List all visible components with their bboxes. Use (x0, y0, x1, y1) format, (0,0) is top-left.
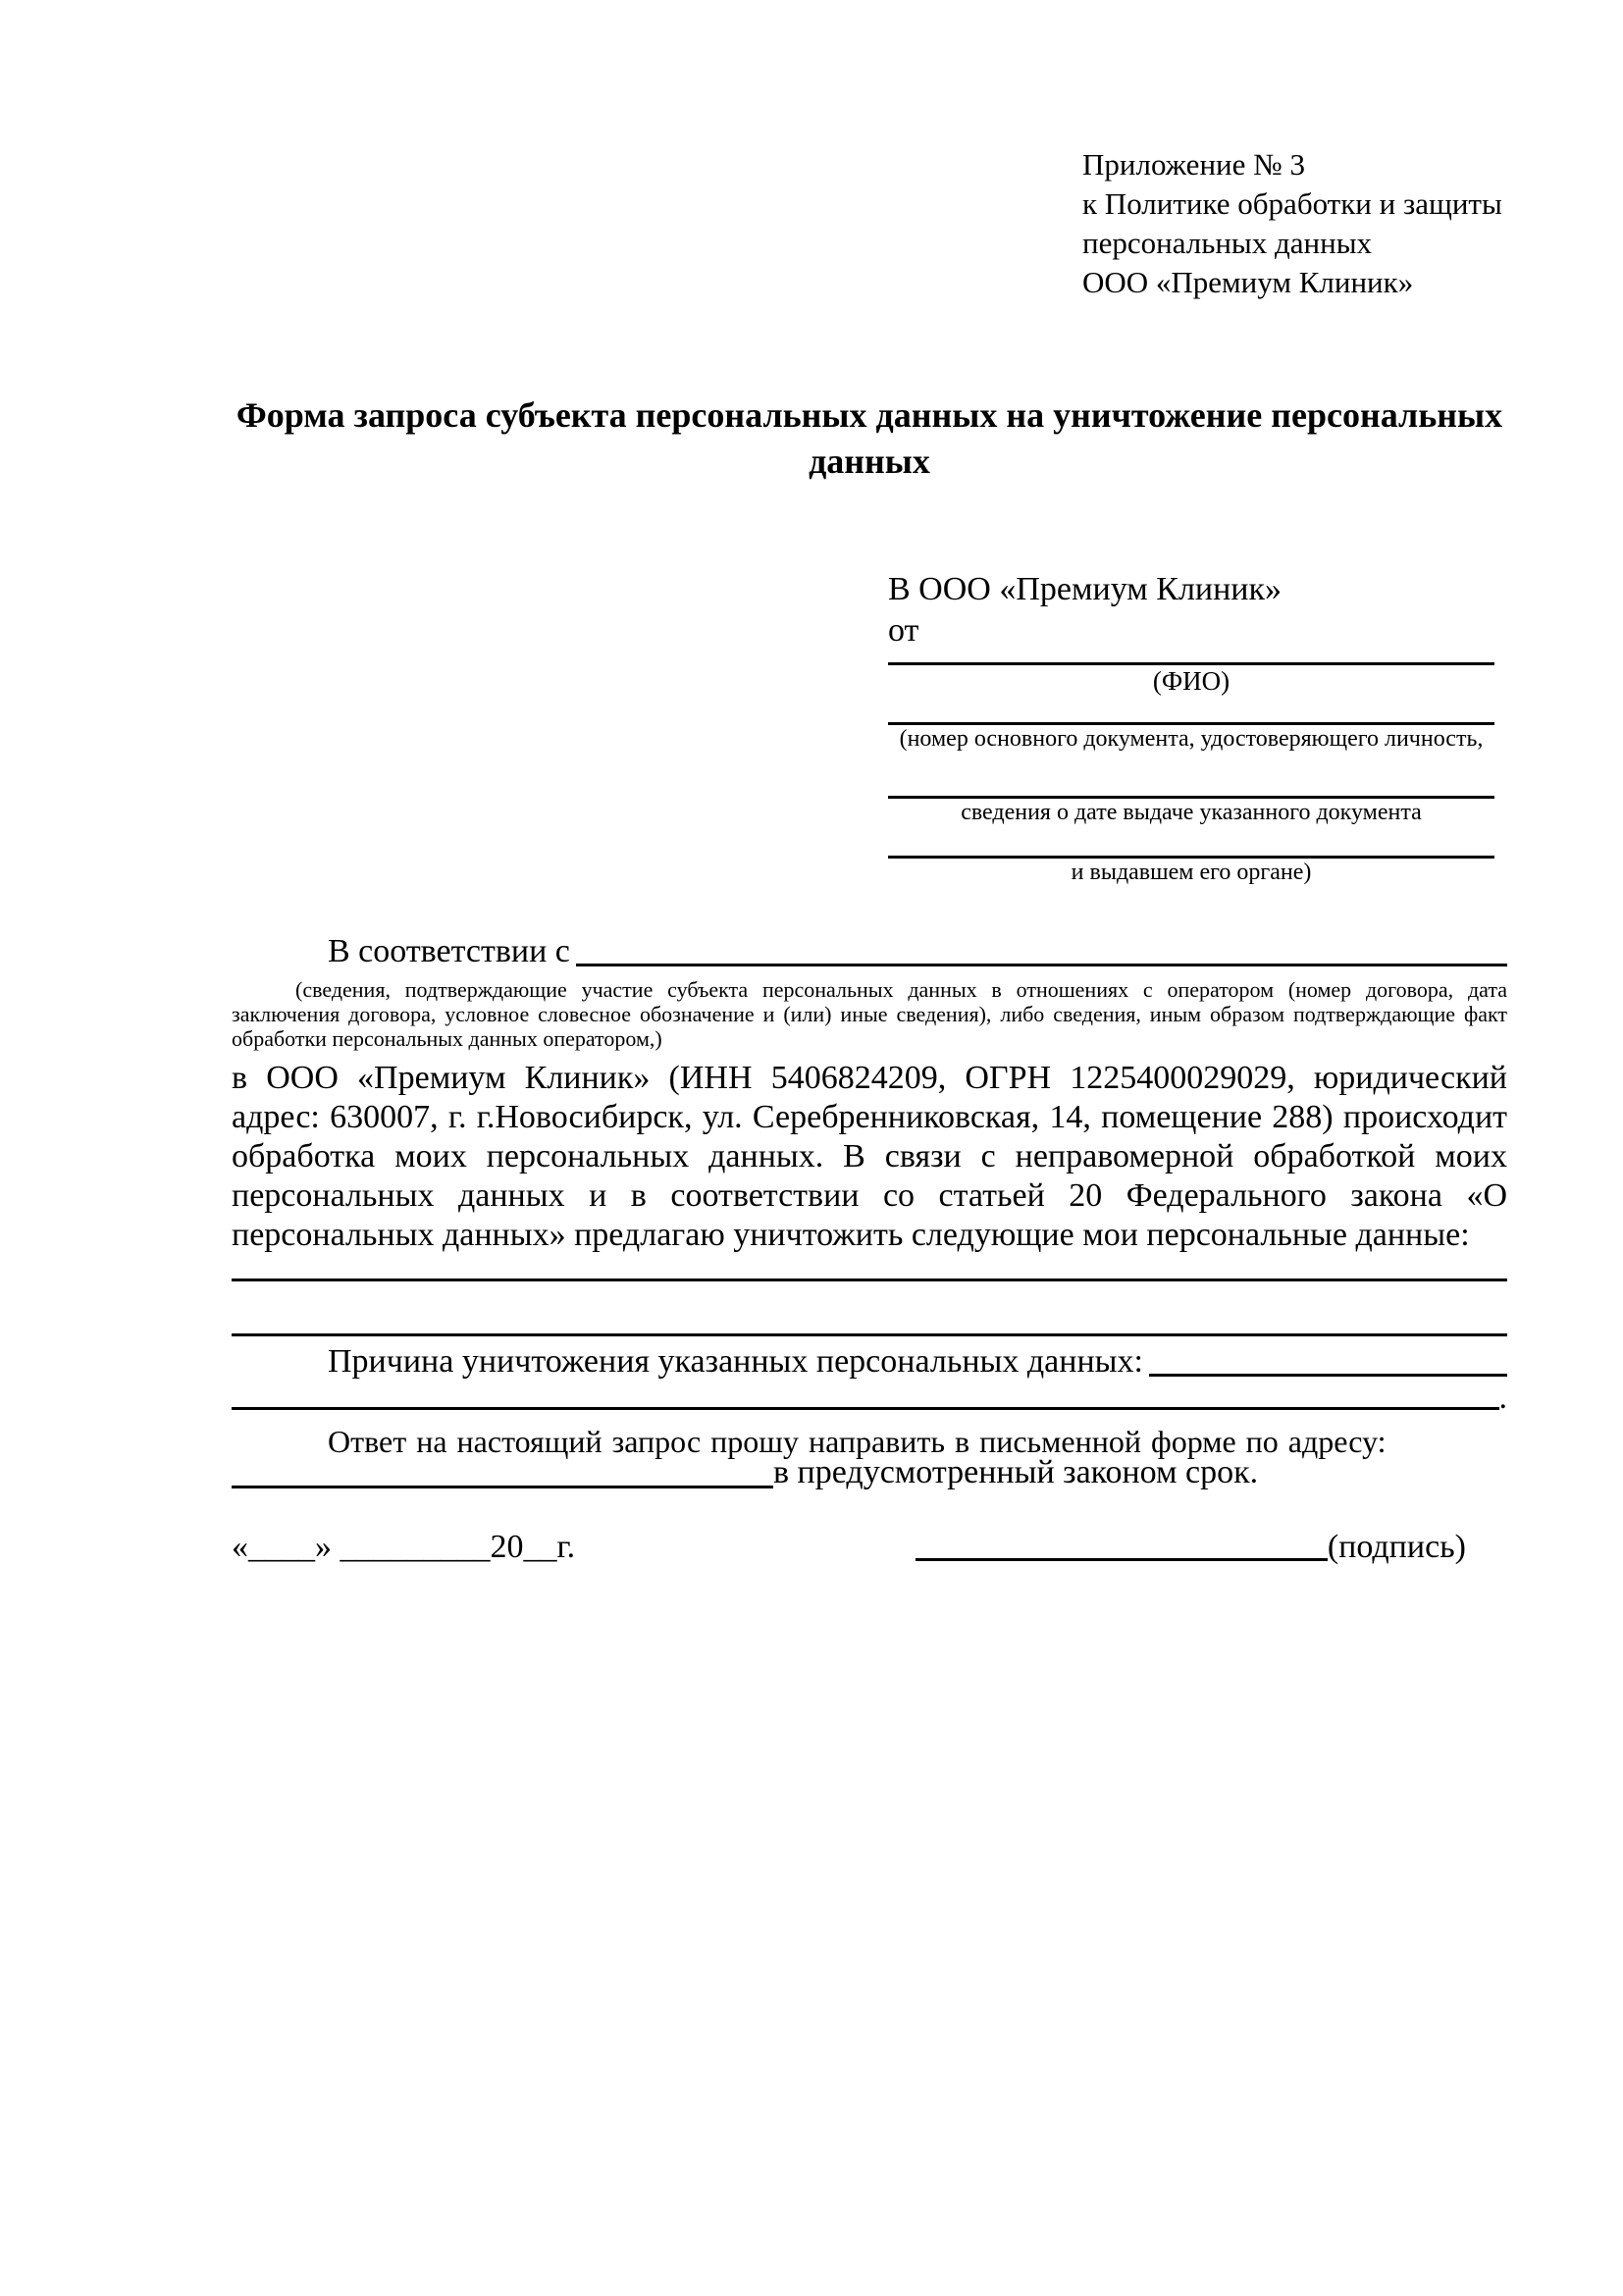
reason-continuation-row (232, 1382, 1507, 1415)
period-mark: . (1498, 1380, 1507, 1416)
annex-line: ООО «Премиум Клиник» (1082, 265, 1414, 299)
annex-line: к Политике обработки и защиты (1082, 186, 1502, 221)
document-title: Форма запроса субъекта персональных данных на уничтожение персональных данных (236, 395, 1503, 481)
addressee-to: В ООО «Премиум Клиник» (888, 571, 1283, 607)
id-number-caption: (номер основного документа, удостоверяющего личность, (899, 726, 1484, 752)
addressee-block (888, 569, 1494, 886)
accordance-blank-line (576, 964, 1507, 966)
reason-lead: Причина уничтожения указанных персональных данных: (328, 1343, 1143, 1380)
annex-line: Приложение № 3 (1082, 147, 1305, 182)
issue-date-blank-line (888, 753, 1494, 799)
continuation-blank-line (232, 1407, 1499, 1410)
response-paragraph: Ответ на настоящий запрос прошу направить в письменной форме по адресу: (328, 1424, 1387, 1459)
reason-row (232, 1336, 1507, 1382)
response-tail: в предусмотренный законом срок. (773, 1454, 1259, 1490)
accordance-note: (сведения, подтверждающие участие субъекта персональных данных в отношениях с оператором (номер договора, дата заключения договора, условное словесное обозначение и (или) иные сведения), либо сведения, иным образом подтверждающие факт обработки персональных данных оператором,) (232, 977, 1507, 1051)
issuing-authority-caption: и выдавшем его органе) (1071, 860, 1312, 885)
id-number-blank-line (888, 697, 1494, 725)
issuing-authority-blank-line (888, 826, 1494, 859)
accordance-row (232, 930, 1507, 971)
reason-blank-line (1149, 1374, 1507, 1377)
response-address-row (232, 1454, 1507, 1493)
annex-line: персональных данных (1082, 226, 1373, 260)
fio-blank-line (888, 652, 1494, 665)
personal-data-blank-line-1 (232, 1255, 1507, 1281)
fio-caption: (ФИО) (1152, 666, 1230, 696)
operator-paragraph: в ООО «Премиум Клиник» (ИНН 5406824209, ОГРН 1225400029029, юридический адрес: 630007, г. г.Новосибирск, ул. Серебренниковская, 14, помещение 288) происходит обработка моих персональных данных. В связи с неправомерной обработкой моих персональных данных и в соответствии со статьей 20 Федерального закона «О персональных данных» предлагаю уничтожить следующие мои персональные данные: (232, 1060, 1507, 1253)
signature-caption: (подпись) (1327, 1529, 1466, 1565)
addressee-from-label: от (888, 612, 919, 649)
date-line: «____» _________20__г. (232, 1529, 576, 1565)
annex-note (1082, 145, 1502, 302)
signature-blank-line (916, 1558, 1328, 1561)
signature-group (916, 1527, 1466, 1568)
issue-date-caption: сведения о дате выдаче указанного документа (961, 800, 1422, 825)
body-text (232, 930, 1507, 1493)
address-blank-line (232, 1486, 773, 1488)
signing-area (232, 1527, 1507, 1568)
personal-data-blank-line-2 (232, 1281, 1507, 1336)
accordance-lead: В соответствии с (328, 933, 570, 969)
